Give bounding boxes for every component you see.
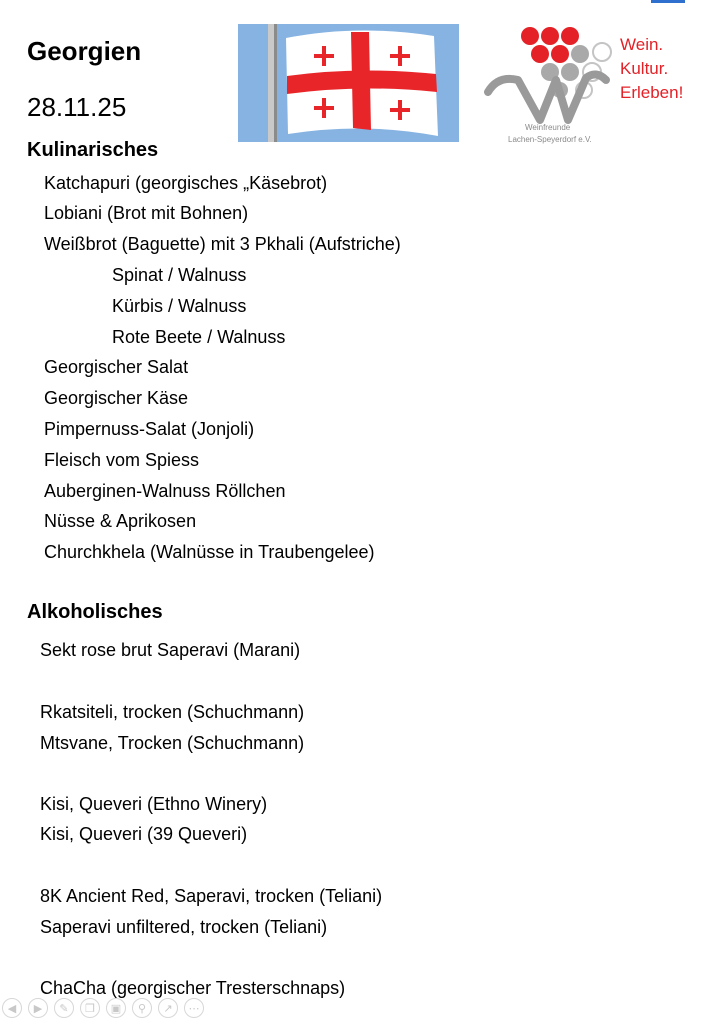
weinfreunde-logo xyxy=(478,20,698,150)
copy-icon[interactable]: ❐ xyxy=(80,998,100,1018)
zoom-icon[interactable]: ⚲ xyxy=(132,998,152,1018)
drink-item: Kisi, Queveri (Ethno Winery) xyxy=(40,794,268,814)
share-icon[interactable]: ↗ xyxy=(158,998,178,1018)
drink-item: 8K Ancient Red, Saperavi, trocken (Teliani) xyxy=(40,886,383,906)
logo-org-line1: Weinfreunde xyxy=(525,123,571,132)
food-item: Weißbrot (Baguette) mit 3 Pkhali (Aufstriche) xyxy=(44,234,401,254)
drink-item: ChaCha (georgischer Tresterschnaps) xyxy=(40,978,346,998)
section-heading-alkoholisches: Alkoholisches xyxy=(27,601,163,623)
logo-tagline-3: Erleben! xyxy=(620,83,684,102)
food-item: Georgischer Käse xyxy=(44,388,189,408)
page-title: Georgien xyxy=(27,36,142,66)
event-date: 28.11.25 xyxy=(27,92,127,122)
georgian-flag-image xyxy=(238,24,459,142)
window-accent-bar xyxy=(651,0,685,3)
weinfreunde-logo-graphic xyxy=(478,20,698,150)
food-subitem: Rote Beete / Walnuss xyxy=(112,327,286,347)
prev-icon[interactable]: ◀ xyxy=(2,998,22,1018)
food-item: Nüsse & Aprikosen xyxy=(44,511,197,531)
drink-item: Mtsvane, Trocken (Schuchmann) xyxy=(40,733,305,753)
viewer-toolbar xyxy=(0,998,204,1024)
logo-tagline-1: Wein. xyxy=(620,35,664,54)
drink-item: Sekt rose brut Saperavi (Marani) xyxy=(40,640,301,660)
next-icon[interactable]: ▶ xyxy=(28,998,48,1018)
drink-item: Saperavi unfiltered, trocken (Teliani) xyxy=(40,917,328,937)
layers-icon[interactable]: ▣ xyxy=(106,998,126,1018)
logo-tagline-2: Kultur. xyxy=(620,59,669,78)
food-subitem: Kürbis / Walnuss xyxy=(112,296,247,316)
more-icon[interactable]: ⋯ xyxy=(184,998,204,1018)
food-item: Georgischer Salat xyxy=(44,357,189,377)
pen-icon[interactable]: ✎ xyxy=(54,998,74,1018)
food-item: Auberginen-Walnuss Röllchen xyxy=(44,481,286,501)
drink-item: Kisi, Queveri (39 Queveri) xyxy=(40,824,248,844)
food-item: Fleisch vom Spiess xyxy=(44,450,200,470)
food-item: Pimpernuss-Salat (Jonjoli) xyxy=(44,419,255,439)
food-item: Churchkhela (Walnüsse in Traubengelee) xyxy=(44,542,375,562)
section-heading-kulinarisches: Kulinarisches xyxy=(27,139,159,161)
food-subitem: Spinat / Walnuss xyxy=(112,265,247,285)
food-item: Katchapuri (georgisches „Käsebrot) xyxy=(44,173,328,193)
drink-item: Rkatsiteli, trocken (Schuchmann) xyxy=(40,702,305,722)
logo-org-line2: Lachen-Speyerdorf e.V. xyxy=(508,135,592,144)
food-item: Lobiani (Brot mit Bohnen) xyxy=(44,203,249,223)
